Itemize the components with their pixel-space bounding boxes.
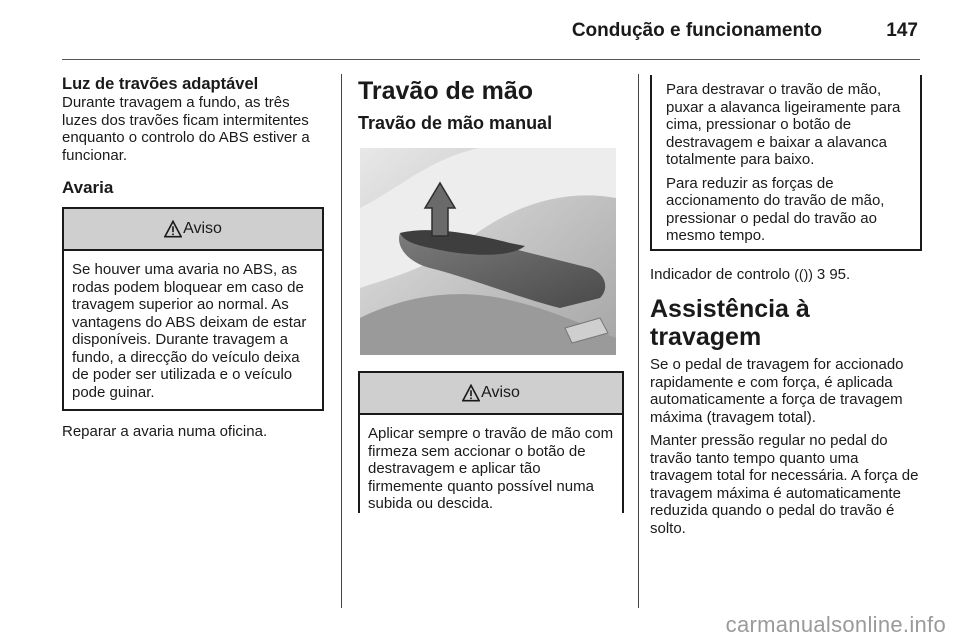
column-1 [62, 75, 324, 441]
column-divider-left [341, 74, 342, 608]
force-reduction-text: Para reduzir as forças de accionamento do travão de mão, pressionar o pedal do travão ao mesmo tempo. [666, 174, 885, 244]
handbrake-lever-image [360, 148, 616, 355]
section-heading-brake-assist: Assistência à travagem [650, 295, 810, 351]
brake-indicator-icon: (()) [794, 265, 817, 282]
warning-box-header [360, 373, 622, 415]
warning-box-header [64, 209, 322, 251]
warning-title: Aviso [481, 384, 520, 401]
repair-instruction-text: Reparar a avaria numa oficina. [62, 423, 268, 440]
page-reference: 3 95. [816, 265, 851, 283]
warning-triangle-icon [164, 220, 182, 238]
brake-assist-text-1: Se o pedal de travagem for accionado rapidamente e com força, é aplicada automaticamente a força de travagem máxima (travagem total). [650, 356, 904, 426]
warning-triangle-icon [462, 384, 480, 402]
column-3 [650, 75, 922, 537]
handbrake-illustration [360, 148, 616, 355]
release-instruction-text: Para destravar o travão de mão, puxar a alavanca ligeiramente para cima, pressionar o botão de destravagem e baixar a alavanca totalmente para baixo. [666, 81, 901, 168]
page-number: 147 [886, 20, 918, 41]
page-header-title: Condução e funcionamento [571, 20, 822, 41]
section-heading-handbrake: Travão de mão [358, 77, 534, 105]
column-divider-right [638, 74, 639, 608]
brake-assist-text-2: Manter pressão regular no pedal do travão tanto tempo quanto uma travagem total for necessária. A força de travagem máxima é automaticamente reduzida quando o pedal do travão é solto. [650, 432, 919, 537]
adaptive-brake-lights-text: Durante travagem a fundo, as três luzes dos travões ficam intermitentes enquanto o controlo do ABS estiver a funcionar. [62, 94, 310, 164]
subheading-fault: Avaria [62, 178, 114, 197]
warning-box-abs-fault [62, 207, 324, 411]
instruction-box-release [650, 75, 922, 251]
watermark: carmanualsonline.info [725, 612, 946, 637]
indicator-label: Indicador de controlo [650, 265, 791, 283]
warning-box-handbrake [358, 371, 624, 513]
warning-text: Se houver uma avaria no ABS, as rodas podem bloquear em caso de travagem superior ao normal. As vantagens do ABS deixam de estar disponíveis. Durante travagem a fundo, a direcção do veículo deixa de poder ser utilizada e o veículo pode guinar. [72, 261, 307, 401]
column-2 [358, 75, 624, 513]
subheading-manual-handbrake: Travão de mão manual [358, 113, 553, 133]
indicator-reference [650, 266, 922, 284]
section-heading-adaptive-brake-lights: Luz de travões adaptável [62, 75, 259, 93]
header-divider [62, 59, 920, 60]
warning-text: Aplicar sempre o travão de mão com firmeza sem accionar o botão de destravagem e aplicar tão firmemente quanto possível numa subida ou descida. [368, 425, 614, 512]
warning-title: Aviso [183, 220, 222, 237]
